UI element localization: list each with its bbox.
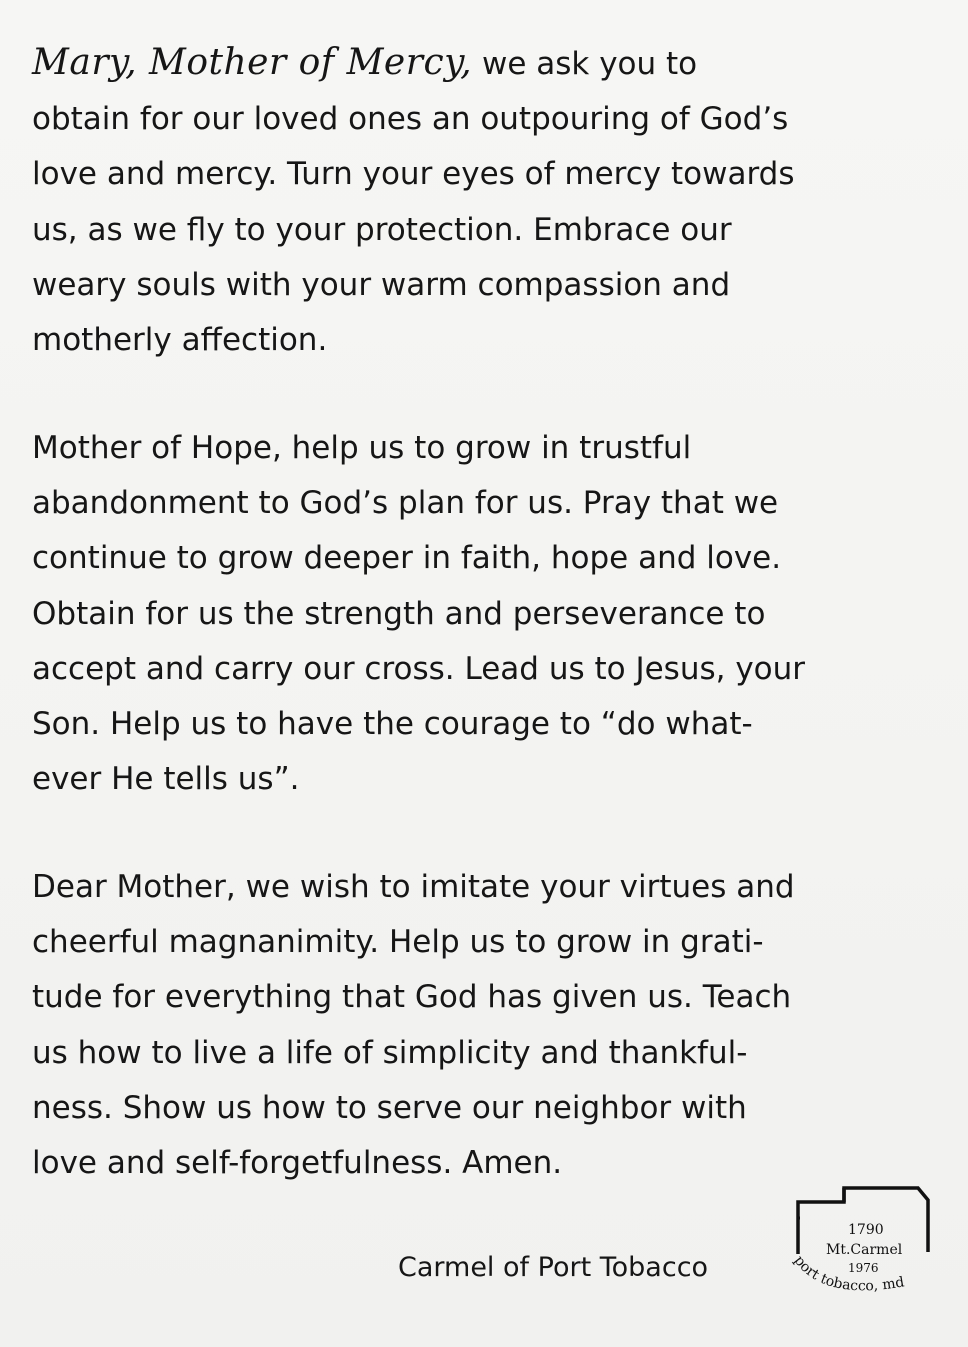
paragraph-mother-of-hope xyxy=(32,421,932,807)
text-line: weary souls with your warm compassion and xyxy=(32,266,731,303)
text-line: Mary, Mother of Mercy, we ask you to xyxy=(32,42,698,83)
text-line: obtain for our loved ones an outpouring of God’s xyxy=(32,101,789,138)
text-line: Son. Help us to have the courage to “do what- xyxy=(32,706,753,743)
signature-carmel-of-port-tobacco: Carmel of Port Tobacco xyxy=(398,1252,709,1283)
script-salutation: Mary, Mother of Mercy, xyxy=(32,42,473,83)
text-line: continue to grow deeper in faith, hope and love. xyxy=(32,540,782,577)
text-line: Mother of Hope, help us to grow in trustful xyxy=(32,430,692,466)
text-line: accept and carry our cross. Lead us to Jesus, your xyxy=(32,650,806,687)
text-line: us, as we fly to your protection. Embrace our xyxy=(32,211,732,248)
text-line: ness. Show us how to serve our neighbor with xyxy=(32,1089,747,1126)
text-line: abandonment to God’s plan for us. Pray that we xyxy=(32,485,779,522)
paragraph-dear-mother xyxy=(32,860,932,1191)
text-line: Dear Mother, we wish to imitate your virtues and xyxy=(32,869,795,905)
text-line: Obtain for us the strength and perseverance to xyxy=(32,595,766,632)
seal-year-founded: 1790 xyxy=(848,1222,884,1238)
text-line: tude for everything that God has given us. Teach xyxy=(32,979,792,1016)
seal-year-restored: 1976 xyxy=(848,1261,879,1275)
text-line: cheerful magnanimity. Help us to grow in grati- xyxy=(32,924,764,961)
paragraph-mary-mother-of-mercy xyxy=(32,35,932,368)
text-line: us how to live a life of simplicity and thankful- xyxy=(32,1034,748,1071)
text-line: ever He tells us”. xyxy=(32,761,300,798)
text-line: motherly affection. xyxy=(32,322,328,359)
seal-location: port tobacco, md xyxy=(790,1252,906,1295)
seal-name: Mt.Carmel xyxy=(826,1242,903,1258)
text-line: love and self-forgetfulness. Amen. xyxy=(32,1145,563,1182)
text-line: love and mercy. Turn your eyes of mercy towards xyxy=(32,156,795,193)
mt-carmel-seal-icon xyxy=(786,1180,936,1310)
